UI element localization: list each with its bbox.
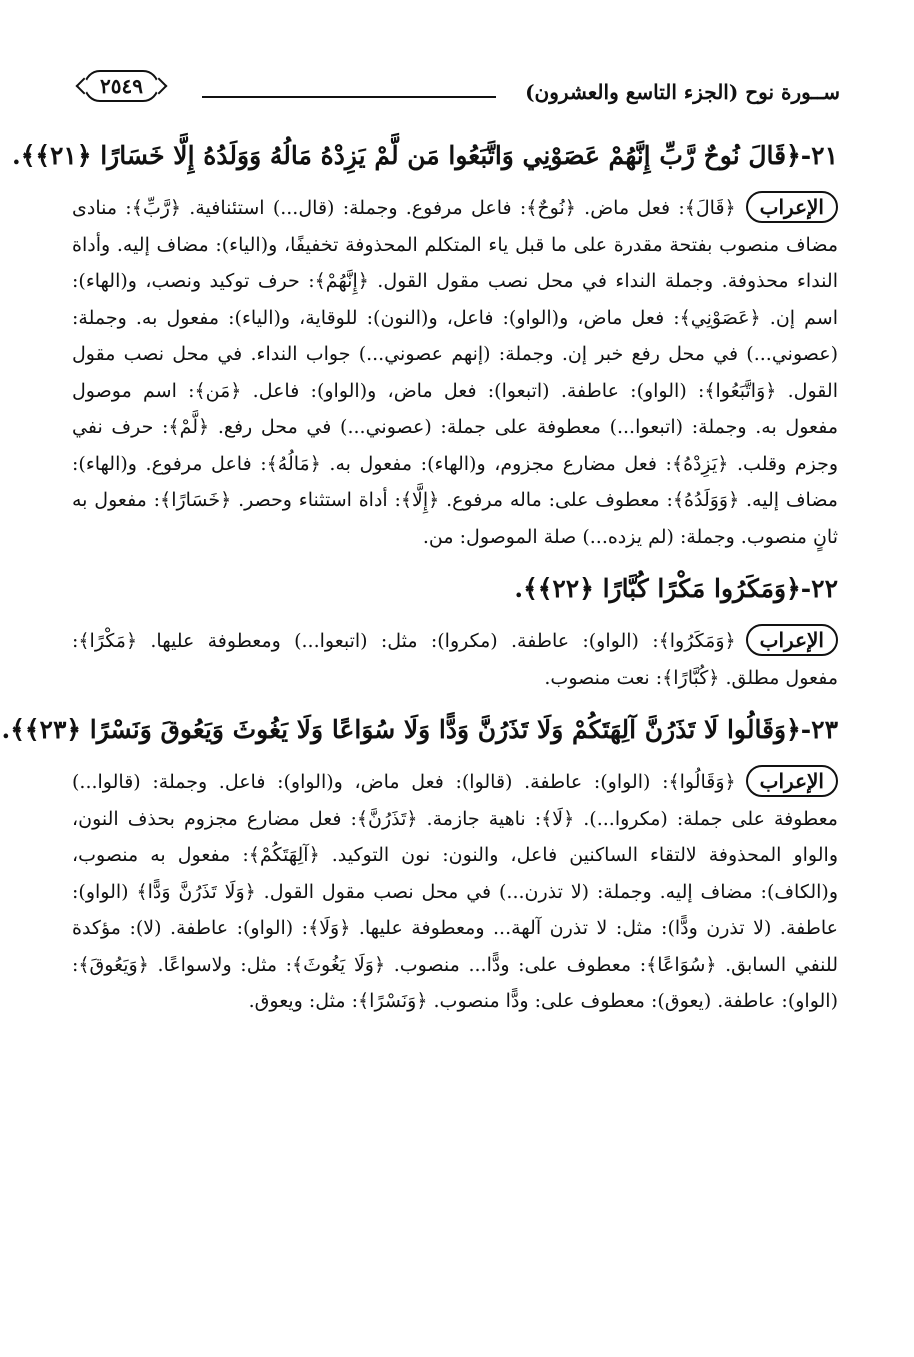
content [1, 136, 838, 1034]
verse-21 [11, 136, 838, 176]
irab-text: ﴿وَقَالُوا﴾: (الواو): عاطفة. (قالوا): فعل ماض، و(الواو): فاعل. وجملة: (قالوا...) معطوفة على جملة: (مكروا...). ﴿لَا﴾: ناهية جازمة. ﴿تَذَرُنَّ﴾: فعل مضارع مجزوم بحذف النون، والواو المحذوفة لالتقاء الساكنين فاعل، والنون: نون التوكيد. ﴿آلِهَتَكُمْ﴾: مفعول به منصوب، و(الكاف): مضاف إليه. وجملة: (لا تذرن...) في محل نصب مقول القول. ﴿وَلَا تَذَرُنَّ وَدًّا﴾ (الواو): عاطفة. (لا تذرن ودًّا): مثل: لا تذرن آلهة... ومعطوفة عليها. ﴿وَلَا﴾: (الواو): عاطفة. (لا): مؤكدة للنفي السابق. ﴿سُوَاعًا﴾: معطوف على: ودًّا... منصوب. ﴿وَلَا يَغُوثَ﴾: مثل: ولاسواعًا. ﴿وَيَعُوقَ﴾: (الواو): عاطفة. (يعوق): معطوف على: ودًّا منصوب. ﴿وَنَسْرًا﴾: مثل: ويعوق. [72, 771, 838, 1012]
irab-22 [72, 623, 838, 696]
irab-label: الإعراب [746, 191, 838, 223]
irab-label: الإعراب [746, 624, 838, 656]
verse-text: ﴿قَالَ نُوحٌ رَّبِّ إِنَّهُمْ عَصَوْنِي وَاتَّبَعُوا مَن لَّمْ يَزِدْهُ مَالُهُ وَوَلَدُهُ إِلَّا خَسَارًا ﴿٢١﴾﴾. [11, 141, 801, 170]
irab-23 [72, 764, 838, 1020]
header-rule [202, 96, 496, 98]
surah-title: ســورة نوح (الجزء التاسع والعشرون) [525, 80, 840, 104]
verse-number: ٢١- [800, 141, 838, 170]
page-number: ٢٥٤٩ [84, 70, 159, 102]
verse-text: ﴿وَمَكَرُوا مَكْرًا كُبَّارًا ﴿٢٢﴾﴾. [514, 574, 801, 603]
irab-label: الإعراب [746, 765, 838, 797]
verse-number: ٢٣- [800, 715, 838, 744]
verse-23 [1, 710, 838, 750]
page-header [84, 70, 840, 110]
irab-text: ﴿وَمَكَرُوا﴾: (الواو): عاطفة. (مكروا): مثل: (اتبعوا...) ومعطوفة عليها. ﴿مَكْرًا﴾: مفعول مطلق. ﴿كُبَّارًا﴾: نعت منصوب. [72, 630, 838, 689]
verse-text: ﴿وَقَالُوا لَا تَذَرُنَّ آلِهَتَكُمْ وَلَا تَذَرُنَّ وَدًّا وَلَا سُوَاعًا وَلَا يَغُوثَ وَيَعُوقَ وَنَسْرًا ﴿٢٣﴾﴾. [1, 715, 801, 744]
irab-21 [72, 190, 838, 555]
verse-22 [72, 569, 838, 609]
irab-text: ﴿قَالَ﴾: فعل ماض. ﴿نُوحٌ﴾: فاعل مرفوع. وجملة: (قال...) استئنافية. ﴿رَّبِّ﴾: منادى مضاف منصوب بفتحة مقدرة على ما قبل ياء المتكلم المحذوفة تخفيفًا، و(الياء): مضاف إليه. وأداة النداء محذوفة. وجملة النداء في محل نصب مقول القول. ﴿إِنَّهُمْ﴾: حرف توكيد ونصب، و(الهاء): اسم إن. ﴿عَصَوْنِي﴾: فعل ماض، و(الواو): فاعل، و(النون): للوقاية، و(الياء): مفعول به. وجملة: (عصوني...) في محل رفع خبر إن. وجملة: (إنهم عصوني...) جواب النداء. في محل نصب مقول القول. ﴿وَاتَّبَعُوا﴾: (الواو): عاطفة. (اتبعوا): فعل ماض، و(الواو): فاعل. ﴿مَن﴾: اسم موصول مفعول به. وجملة: (اتبعوا...) معطوفة على جملة: (عصوني...) في محل رفع. ﴿لَّمْ﴾: حرف نفي وجزم وقلب. ﴿يَزِدْهُ﴾: فعل مضارع مجزوم، و(الهاء): مفعول به. ﴿مَالُهُ﴾: فاعل مرفوع. و(الهاء): مضاف إليه. ﴿وَوَلَدُهُ﴾: معطوف على: ماله مرفوع. ﴿إِلَّا﴾: أداة استثناء وحصر. ﴿خَسَارًا﴾: مفعول به ثانٍ منصوب. وجملة: (لم يزده...) صلة الموصول: من. [72, 197, 838, 548]
verse-number: ٢٢- [800, 574, 838, 603]
